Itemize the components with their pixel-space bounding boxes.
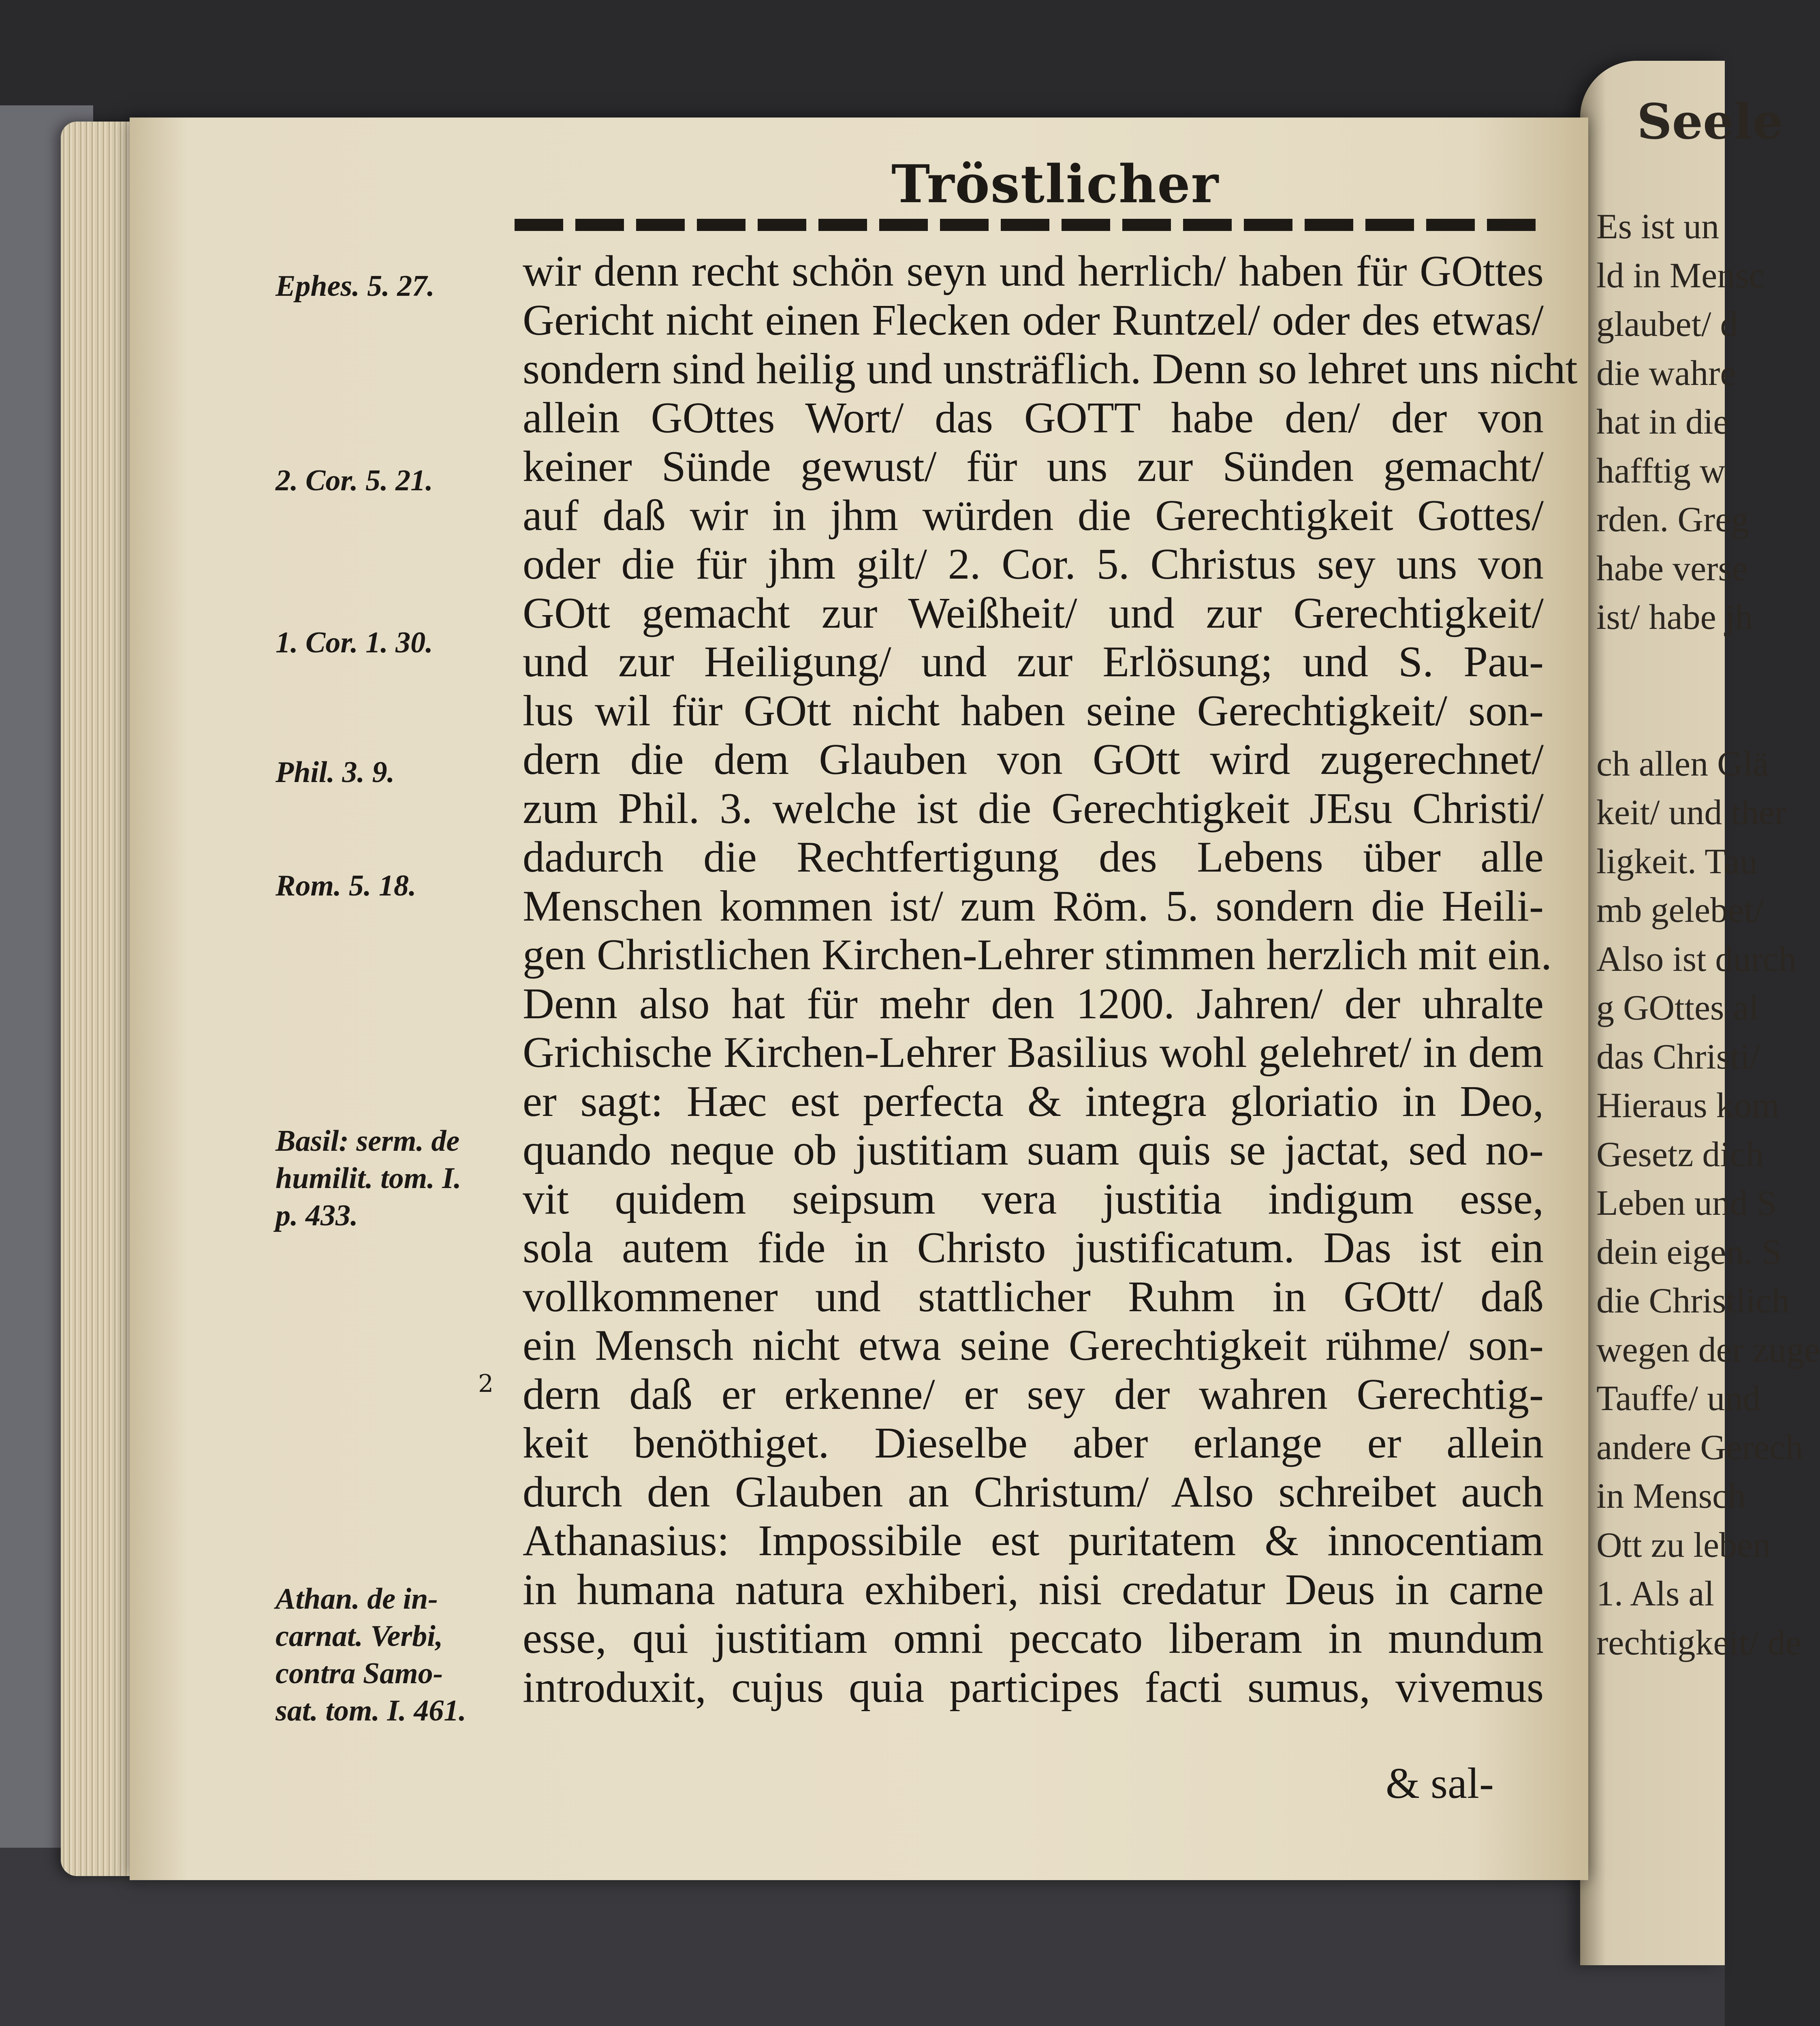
margin-note-line: Athan. de in- bbox=[276, 1582, 438, 1616]
facing-line: g GOttes al bbox=[1596, 988, 1759, 1028]
facing-line: andere Gerech bbox=[1596, 1428, 1803, 1467]
text-line: er sagt: Hæc est perfecta & integra gloriatio in Deo, bbox=[523, 1077, 1544, 1126]
text-line: wir denn recht schön seyn und herrlich/ haben für GOttes bbox=[523, 247, 1544, 295]
text-line: ein Mensch nicht etwa seine Gerechtigkeit rühme/ son- bbox=[523, 1321, 1544, 1370]
facing-line: Leben und S bbox=[1596, 1184, 1777, 1223]
facing-line: 1. Als al bbox=[1596, 1574, 1714, 1614]
margin-note-line: Rom. 5. 18. bbox=[276, 869, 417, 902]
facing-line: ld in Mensc bbox=[1596, 256, 1765, 295]
text-line: durch den Glauben an Christum/ Also schreibet auch bbox=[523, 1468, 1544, 1516]
text-line: lus wil für GOtt nicht haben seine Gerechtigkeit/ son- bbox=[523, 686, 1544, 735]
facing-line: Also ist durch bbox=[1596, 939, 1797, 979]
text-line: keit benöthiget. Dieselbe aber erlange er allein bbox=[523, 1419, 1544, 1467]
stray-mark: 2 bbox=[478, 1370, 494, 1398]
margin-note-1-corinthians bbox=[276, 624, 433, 661]
margin-note-line: humilit. tom. I. bbox=[276, 1162, 461, 1195]
facing-line: hafftig w bbox=[1596, 451, 1726, 491]
facing-line: die wahre bbox=[1596, 353, 1736, 393]
text-line: Menschen kommen ist/ zum Röm. 5. sondern die Heili- bbox=[523, 882, 1544, 930]
facing-line: hat in die bbox=[1596, 402, 1729, 442]
text-line: Athanasius: Impossibile est puritatem & innocentiam bbox=[523, 1517, 1544, 1565]
body-text bbox=[523, 247, 1578, 1712]
facing-line: die Christlich bbox=[1596, 1281, 1790, 1321]
facing-line: Es ist un bbox=[1596, 207, 1720, 246]
text-line: vit quidem seipsum vera justitia indigum esse, bbox=[523, 1175, 1544, 1223]
facing-line: ch allen Glä bbox=[1596, 744, 1769, 784]
margin-note-line: Phil. 3. 9. bbox=[276, 756, 395, 789]
margin-note-line: sat. tom. I. 461. bbox=[276, 1694, 466, 1727]
text-line: vollkommener und stattlicher Ruhm in GOtt/ daß bbox=[523, 1272, 1544, 1321]
facing-line: Ott zu leben bbox=[1596, 1525, 1771, 1565]
header-rule bbox=[515, 219, 1536, 231]
text-line: und zur Heiligung/ und zur Erlösung; und S. Pau- bbox=[523, 638, 1544, 686]
facing-line: Tauffe/ und bbox=[1596, 1379, 1761, 1418]
text-line: in humana natura exhiberi, nisi credatur Deus in carne bbox=[523, 1565, 1544, 1614]
margin-note-line: carnat. Verbi, bbox=[276, 1620, 443, 1653]
text-line: Denn also hat für mehr den 1200. Jahren/ der uhralte bbox=[523, 979, 1544, 1028]
facing-line: ligkeit. Tau bbox=[1596, 842, 1758, 881]
facing-line: ist/ habe jh bbox=[1596, 598, 1753, 637]
margin-note-line: Ephes. 5. 27. bbox=[276, 269, 435, 303]
facing-line: mb gelebet/ bbox=[1596, 891, 1764, 930]
text-line: quando neque ob justitiam suam quis se jactat, sed no- bbox=[523, 1126, 1544, 1174]
text-line: keiner Sünde gewust/ für uns zur Sünden gemacht/ bbox=[523, 442, 1544, 491]
text-line: allein GOttes Wort/ das GOTT habe den/ der von bbox=[523, 393, 1544, 442]
text-line: esse, qui justitiam omni peccato liberam in mundum bbox=[523, 1614, 1544, 1663]
margin-note-line: 2. Cor. 5. 21. bbox=[276, 464, 433, 497]
text-line: dern die dem Glauben von GOtt wird zugerechnet/ bbox=[523, 735, 1544, 784]
text-line: introduxit, cujus quia participes facti sumus, vivemus bbox=[523, 1663, 1544, 1712]
facing-line: glaubet/ d bbox=[1596, 305, 1738, 344]
facing-page-running-head: Seele bbox=[1637, 93, 1784, 150]
text-line: sondern sind heilig und unsträflich. Denn so lehret uns nicht bbox=[523, 345, 1578, 393]
facing-line: rden. Greg bbox=[1596, 500, 1749, 539]
text-line: GOtt gemacht zur Weißheit/ und zur Gerechtigkeit/ bbox=[523, 589, 1544, 637]
margin-note-romans bbox=[276, 867, 416, 904]
text-line: dern daß er erkenne/ er sey der wahren Gerechtig- bbox=[523, 1370, 1544, 1419]
text-line: Grichische Kirchen-Lehrer Basilius wohl gelehret/ in dem bbox=[523, 1028, 1544, 1077]
facing-line: keit/ und ther bbox=[1596, 793, 1787, 832]
facing-line: wegen der zuge bbox=[1596, 1330, 1820, 1370]
facing-line: das Christi/ bbox=[1596, 1037, 1760, 1077]
margin-note-athanasius bbox=[276, 1580, 466, 1729]
facing-line bbox=[1596, 642, 1730, 691]
facing-line: habe verse bbox=[1596, 549, 1748, 588]
facing-line: Hieraus kom bbox=[1596, 1086, 1780, 1125]
margin-note-line: Basil: serm. de bbox=[276, 1124, 460, 1158]
text-line: gen Christlichen Kirchen-Lehrer stimmen herzlich mit ein. bbox=[523, 931, 1552, 979]
margin-note-basilius bbox=[276, 1122, 461, 1234]
margin-note-line: p. 433. bbox=[276, 1199, 358, 1232]
margin-note-2-corinthians bbox=[276, 462, 433, 499]
text-line: oder die für jhm gilt/ 2. Cor. 5. Christus sey uns von bbox=[523, 540, 1544, 588]
facing-line bbox=[1596, 691, 1730, 740]
text-line: zum Phil. 3. welche ist die Gerechtigkeit JEsu Christi/ bbox=[523, 784, 1544, 833]
margin-note-line: contra Samo- bbox=[276, 1657, 443, 1690]
text-line: dadurch die Rechtfertigung des Lebens über alle bbox=[523, 833, 1544, 881]
text-line: auf daß wir in jhm würden die Gerechtigkeit Gottes/ bbox=[523, 491, 1544, 540]
facing-line: in Mensch bbox=[1596, 1477, 1746, 1516]
text-line: sola autem fide in Christo justificatum. Das ist ein bbox=[523, 1224, 1544, 1272]
facing-line: rechtigkeit/ de bbox=[1596, 1623, 1801, 1663]
facing-page-text bbox=[1596, 81, 1820, 1667]
running-head: Tröstlicher bbox=[891, 154, 1220, 215]
text-line: Gericht nicht einen Flecken oder Runtzel/ oder des etwas/ bbox=[523, 296, 1544, 344]
margin-note-line: 1. Cor. 1. 30. bbox=[276, 626, 433, 659]
margin-note-philippians bbox=[276, 754, 395, 791]
catchword: & sal- bbox=[1386, 1759, 1494, 1808]
margin-note-ephesians bbox=[276, 267, 435, 305]
facing-line: Gesetz dich bbox=[1596, 1135, 1764, 1174]
facing-line: dein eigen. S bbox=[1596, 1232, 1782, 1272]
